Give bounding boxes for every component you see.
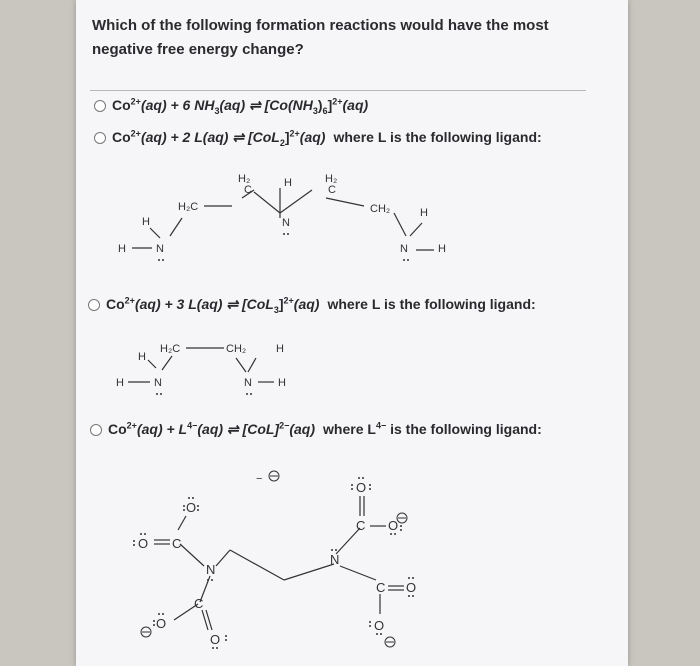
c-label: C [376, 580, 386, 595]
o-label: O [210, 632, 221, 647]
h-label: H [278, 377, 286, 389]
option-4-where: where $L^{4-}$ is the following ligand: [323, 420, 542, 437]
o-label: O [156, 616, 167, 631]
question-card [76, 0, 628, 666]
h-label: H [276, 343, 284, 355]
option-4-equation: $Co^{2+}(aq) + L^{4-}(aq)$ ⇌ [CoL]$^{2-}$(aq) [108, 420, 316, 437]
ch2-label: H₂ [325, 173, 338, 185]
o-label: O [356, 480, 367, 495]
c-label: C [244, 184, 252, 196]
h-label: H [420, 207, 428, 219]
radio-button[interactable] [90, 424, 102, 436]
ligand-3-svg [104, 470, 524, 660]
ligand-2-structure [116, 336, 316, 411]
divider [90, 90, 586, 91]
h-label: H [118, 243, 126, 255]
n-label: N [156, 243, 164, 255]
radio-button[interactable] [94, 132, 106, 144]
question-text: Which of the following formation reactions would have the most negative free energy change? [92, 17, 549, 58]
ch2-label: CH₂ [370, 203, 391, 215]
option-2-equation: $Co^{2+}(aq) + 2$ L(aq) ⇌ $[CoL_2]^{2+}(aq)$ [112, 128, 326, 148]
option-2[interactable] [94, 128, 542, 147]
n-label: N [400, 243, 408, 255]
ligand-3-structure [104, 470, 524, 665]
n-label: N [206, 562, 216, 577]
n-label: N [282, 217, 290, 229]
h-label: H [284, 177, 292, 189]
o-label: O [138, 536, 149, 551]
ch2-label: CH₂ [226, 343, 247, 355]
n-label: N [154, 377, 162, 389]
h2c-label: H₂C [178, 201, 199, 213]
option-1[interactable] [94, 96, 368, 115]
option-3-equation: $Co^{2+}(aq) + 3$ L(aq) ⇌ $[CoL_3]^{2+}(aq)$ [106, 295, 320, 315]
h-label: H [138, 351, 146, 363]
option-3[interactable] [88, 295, 536, 314]
h-label: H [438, 243, 446, 255]
h-label: H [142, 216, 150, 228]
c-label: C [172, 536, 182, 551]
option-3-where: where L is the following ligand: [327, 295, 536, 312]
ligand-2-svg [116, 336, 316, 406]
radio-button[interactable] [94, 100, 106, 112]
n-label: N [244, 377, 252, 389]
h2c-label: H₂C [160, 343, 181, 355]
ch2-label: H₂ [238, 173, 251, 185]
c-label: C [194, 596, 204, 611]
n-label: N [330, 552, 340, 567]
ligand-1-svg [104, 168, 524, 268]
option-2-where: where L is the following ligand: [333, 128, 542, 145]
o-label: O [374, 618, 385, 633]
option-1-equation: $Co^{2+}(aq) + 6$ $NH_3(aq)$ ⇌ $[Co(NH_3)_6]^{2+}(aq)$ [112, 96, 369, 116]
o-label: O [186, 500, 197, 515]
option-4[interactable] [90, 416, 550, 439]
c-label: C [328, 184, 336, 196]
minus-label: − [256, 473, 263, 485]
h-label: H [116, 377, 124, 389]
radio-button[interactable] [88, 299, 100, 311]
c-label: C [356, 518, 366, 533]
o-label: O [388, 518, 399, 533]
ligand-1-structure [104, 168, 524, 273]
o-label: O [406, 580, 417, 595]
